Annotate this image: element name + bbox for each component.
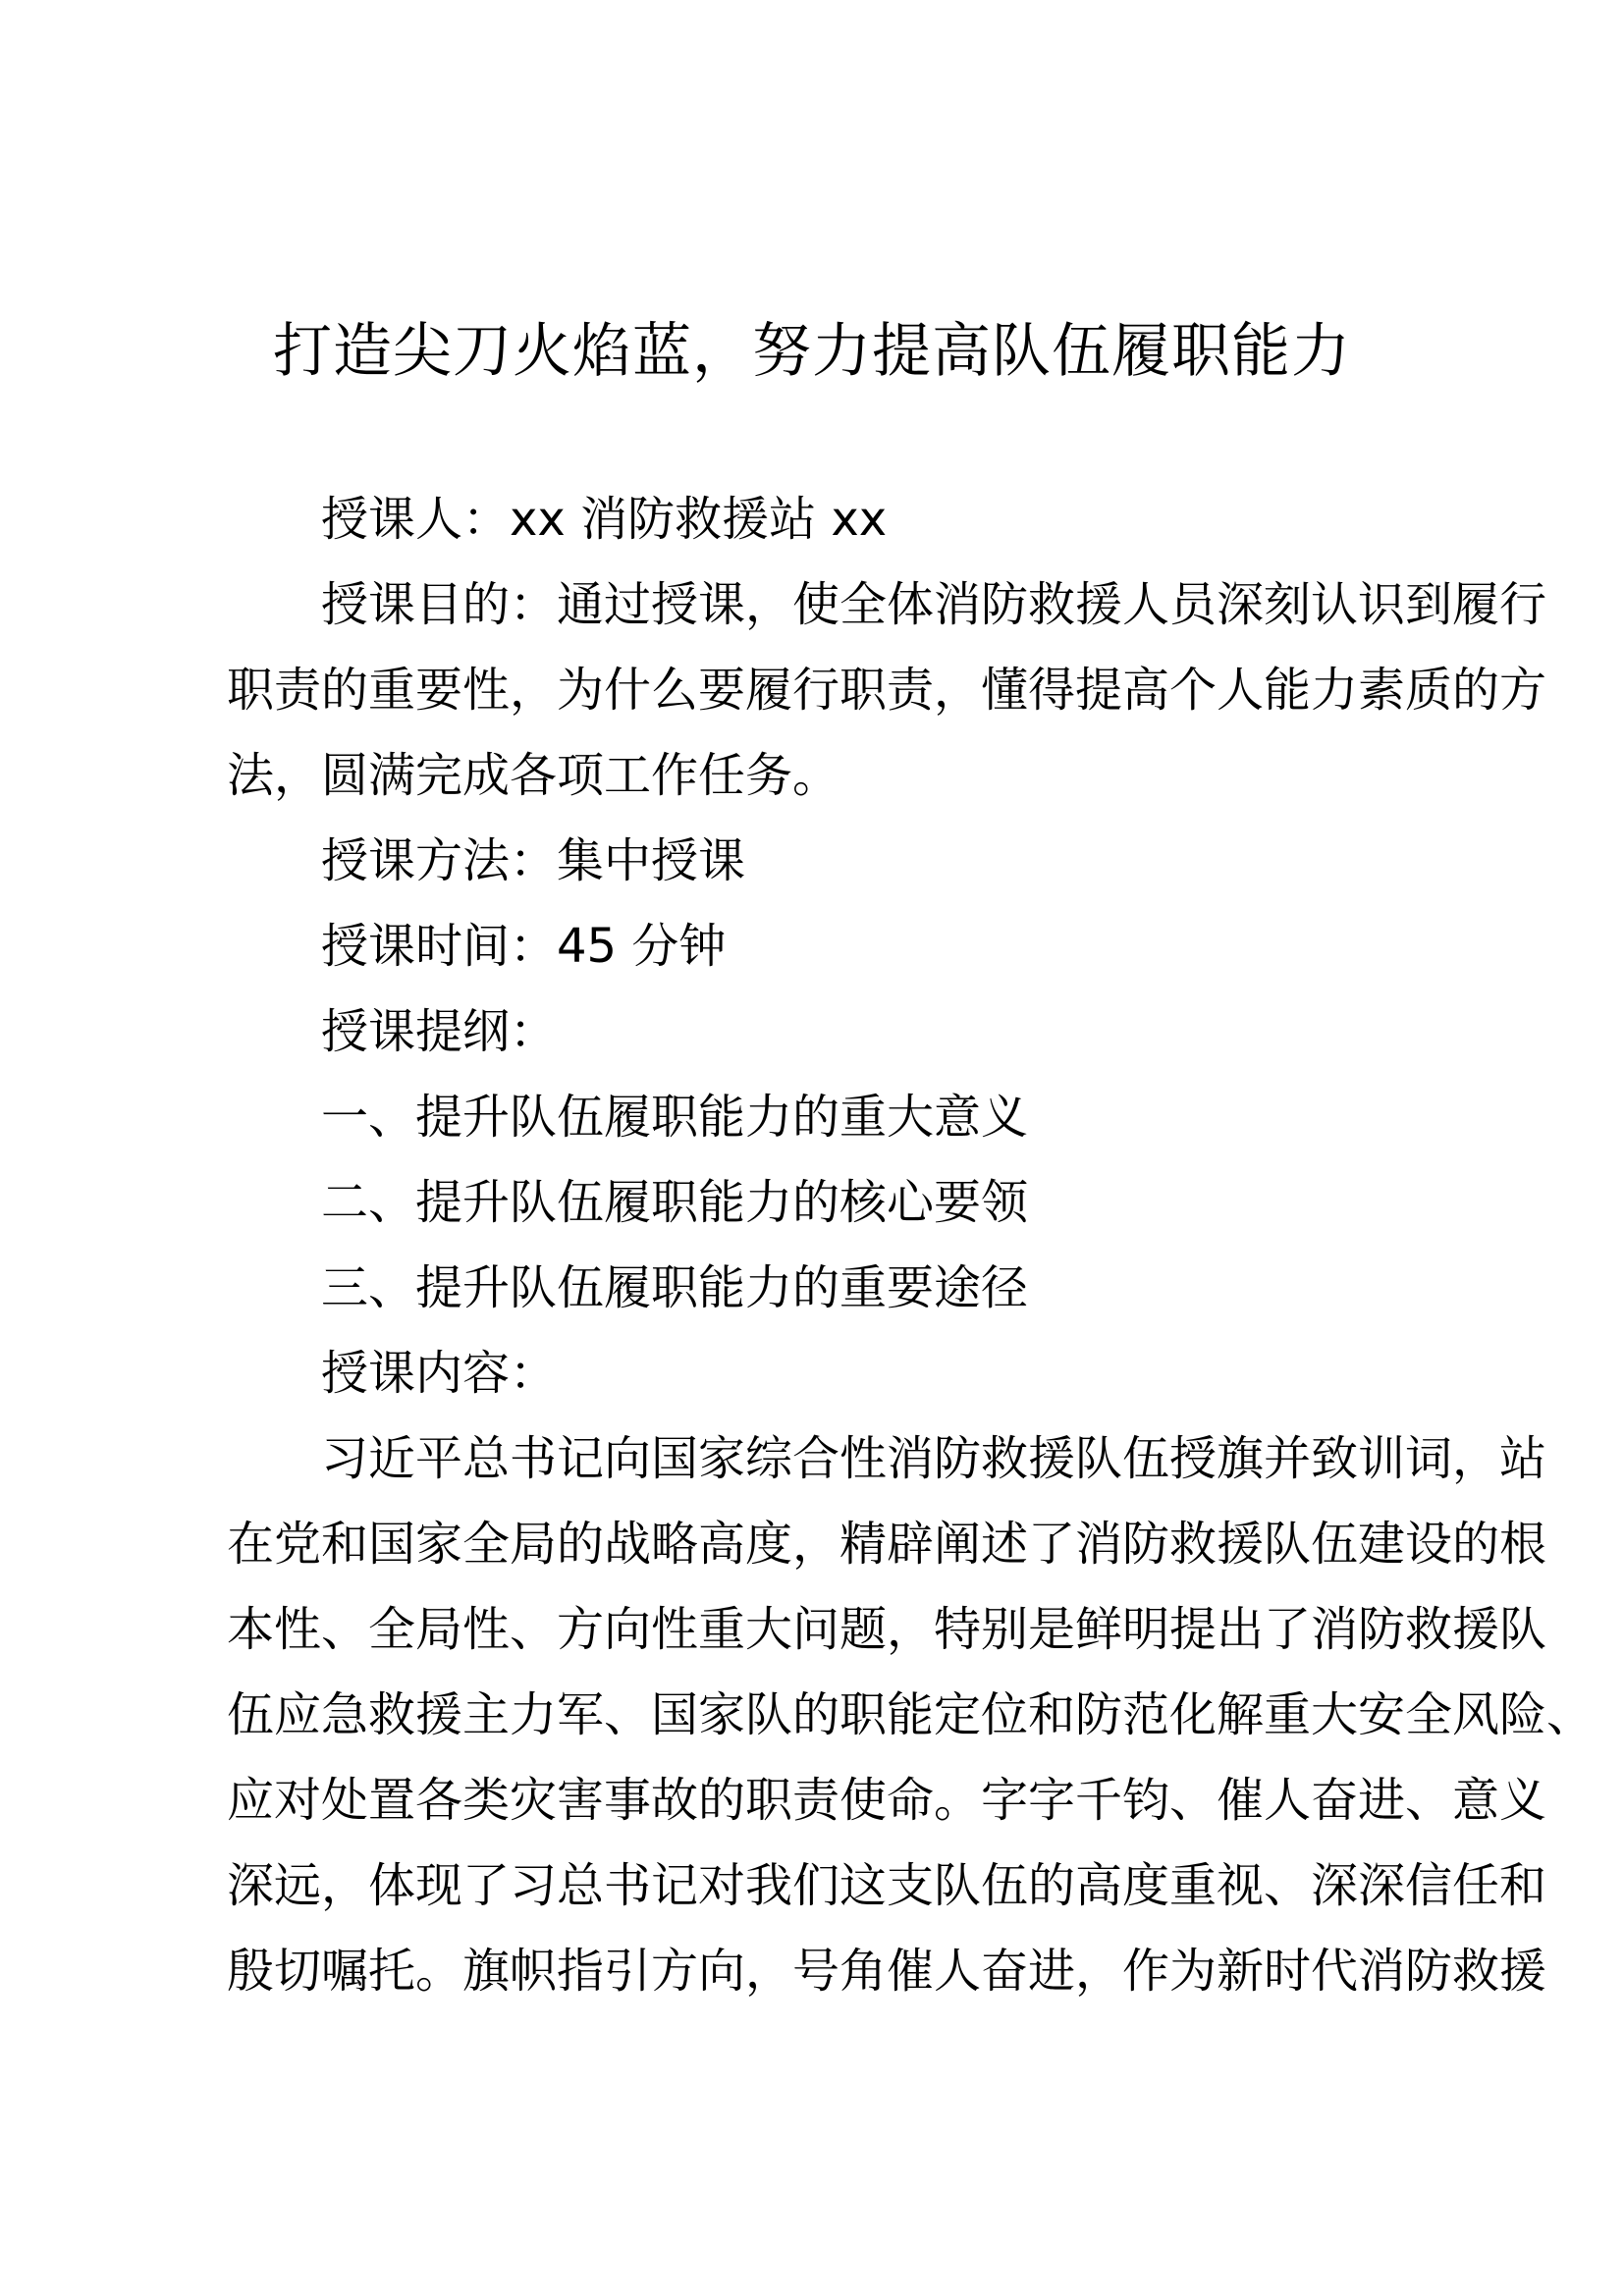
text-line: 习近平总书记向国家综合性消防救援队伍授旗并致训词，站: [321, 1431, 1547, 1486]
text-line: 授课人：xx 消防救援站 xx: [321, 492, 888, 547]
document-title: 打造尖刀火焰蓝，努力提高队伍履职能力: [273, 317, 1351, 386]
text-line: 深远，体现了习总书记对我们这支队伍的高度重视、深深信任和: [227, 1858, 1547, 1913]
document-body: [227, 477, 1595, 2014]
text-line: 授课方法：集中授课: [321, 833, 746, 888]
text-line: 授课提纲：: [321, 1004, 558, 1059]
text-line: 二、提升队伍履职能力的核心要领: [321, 1175, 1029, 1230]
text-line: 应对处置各类灾害事故的职责使命。字字千钧、催人奋进、意义: [227, 1773, 1547, 1828]
text-line: 三、提升队伍履职能力的重要途径: [321, 1260, 1029, 1315]
text-line: 授课目的：通过授课，使全体消防救援人员深刻认识到履行: [321, 577, 1547, 632]
text-line: 授课时间：45 分钟: [321, 919, 727, 974]
text-line: 本性、全局性、方向性重大问题，特别是鲜明提出了消防救援队: [227, 1602, 1547, 1657]
text-line: 职责的重要性，为什么要履行职责，懂得提高个人能力素质的方: [227, 663, 1547, 718]
text-line: 一、提升队伍履职能力的重大意义: [321, 1090, 1029, 1145]
text-line: 殷切嘱托。旗帜指引方向，号角催人奋进，作为新时代消防救援: [227, 1944, 1547, 1999]
text-line: 法，圆满完成各项工作任务。: [227, 748, 840, 803]
text-line: 伍应急救援主力军、国家队的职能定位和防范化解重大安全风险、: [227, 1687, 1595, 1742]
text-line: 在党和国家全局的战略高度，精辟阐述了消防救援队伍建设的根: [227, 1517, 1547, 1572]
text-line: 授课内容：: [321, 1346, 558, 1401]
